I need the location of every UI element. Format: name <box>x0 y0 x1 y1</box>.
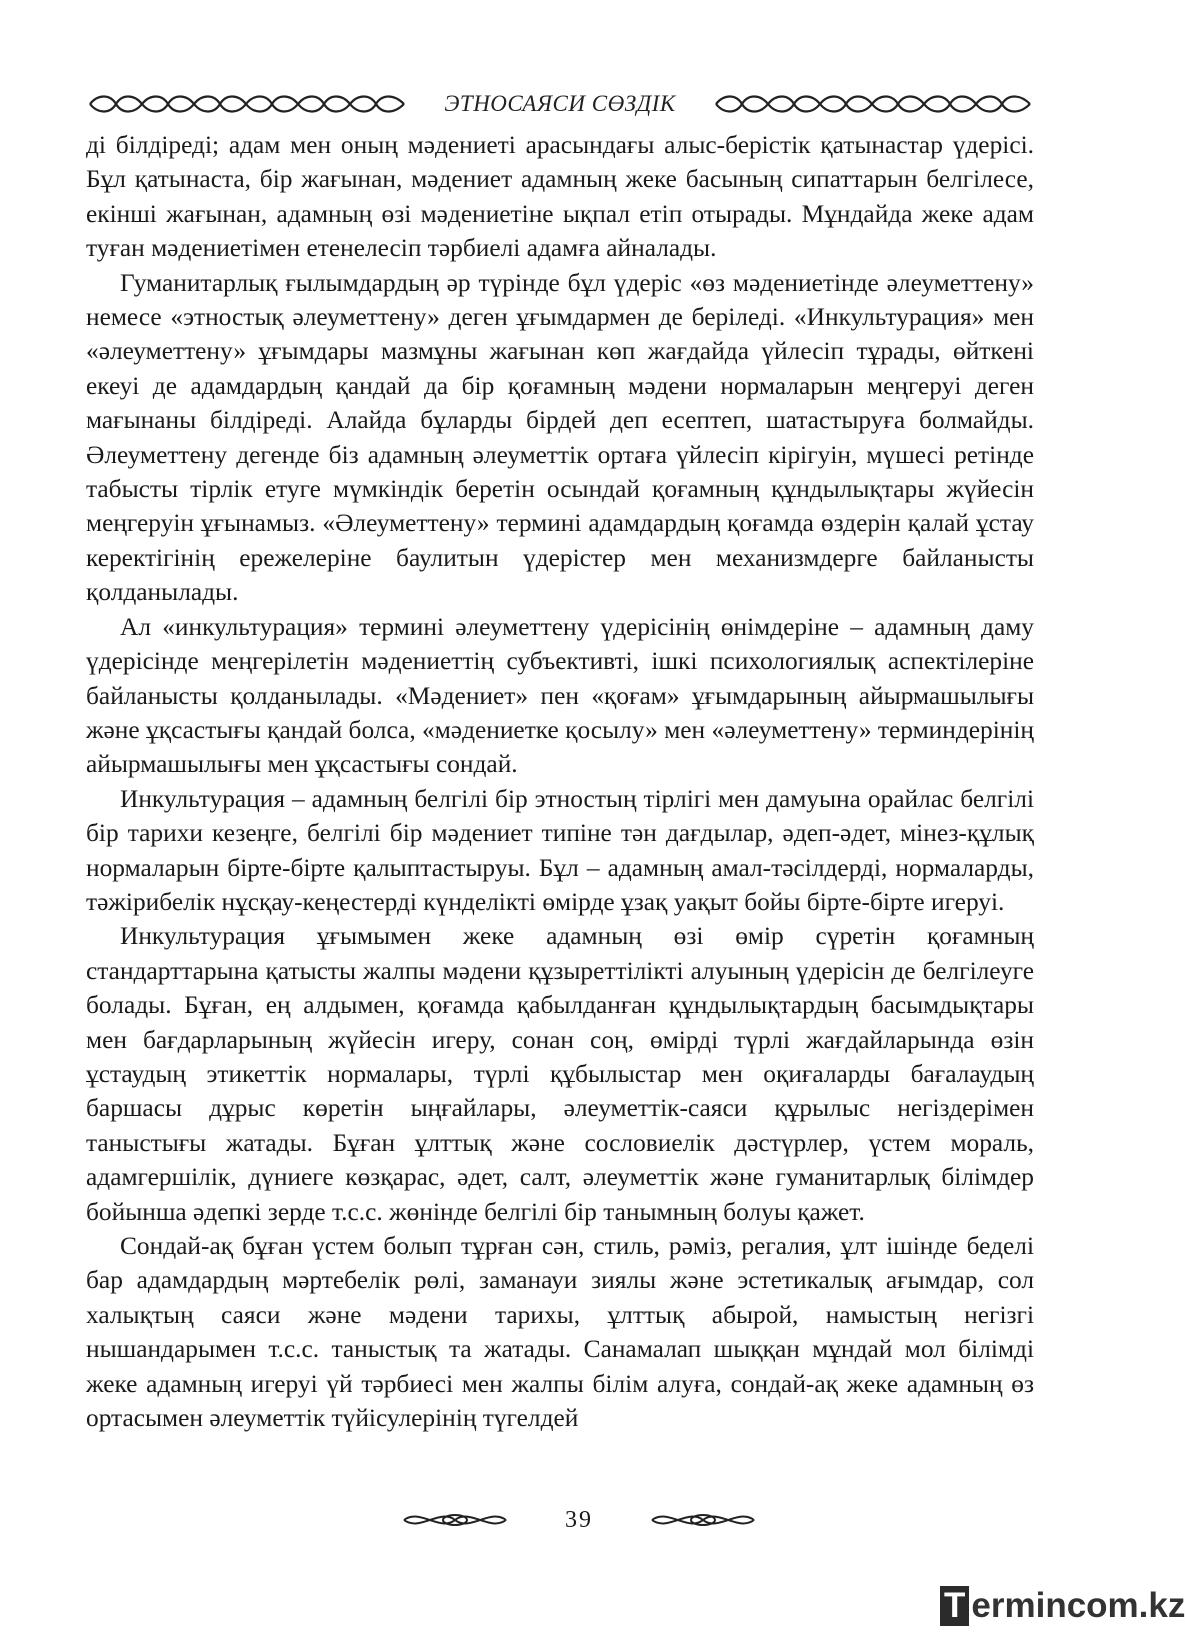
flourish-left-icon <box>400 1506 510 1534</box>
ornament-right-icon <box>712 93 1034 115</box>
flourish-right-icon <box>648 1506 758 1534</box>
watermark-logo <box>940 1584 1185 1628</box>
paragraph: Гуманитарлық ғылымдардың әр түрінде бұл үдеріс «өз мәдениетінде әлеуметтену» немесе «этностық әлеуметтену» деген ұғымдармен де беріледі. «Инкультурация» мен «әлеуметтену» ұғымдары мазмұны жағынан көп жағдайда үйлесіп тұрады, өйткені екеуі де адамдардың қандай да бір қоғамның мәдени нормаларын меңгеруі деген мағынаны білдіреді. Алайда бұларды бірдей деп есептеп, шатастыруға болмайды. Әлеуметтену дегенде біз адамның әлеуметтік ортаға үйлесіп кірігуін, мүшесі ретінде табысты тірлік етуге мүмкіндік беретін осындай қоғамның құндылықтары жүйесін меңгеруін ұғынамыз. «Әлеуметтену» термині адамдардың қоғамда өздерін қалай ұстау керектігінің ережелеріне баулитын үдерістер мен механизмдерге байланысты қолданылады. <box>86 268 1034 607</box>
paragraph: Сондай-ақ бұған үстем болып тұрған сән, стиль, рәміз, регалия, ұлт ішінде беделі бар адамдардың мәртебелік рөлі, заманауи зиялы және эстетикалық ағымдар, сол халықтың саяси және мәдени тарихы, ұлттық абырой, намыстың негізгі нышандарымен т.с.с. таныстық та жатады. Санамалап шыққан мұндай мол білімді жеке адамның игеруі үй тәрбиесі мен жалпы білім алуға, сондай-ақ жеке адамның өз ортасымен әлеуметтік түйісулерінің түгелдей <box>86 1232 1034 1433</box>
watermark-logo-mark: T <box>940 1586 969 1626</box>
ornament-left-icon <box>86 93 408 115</box>
page-footer <box>400 1500 758 1540</box>
page-header-title: ЭТНОСАЯСИ СӨЗДІК <box>444 91 676 116</box>
paragraph: ді білдіреді; адам мен оның мәдениеті арасындағы алыс-берістік қатынастар үдерісі. Бұл қатынаста, бір жағынан, мәдениет адамның жеке басының сипаттарын белгілесе, екінші жағынан, адамның өзі мәдениетіне ықпал етіп отырады. Мұндайда жеке адам туған мәдениетімен етенелесіп тәрбиелі адамға айналады. <box>86 131 1034 263</box>
page-number: 39 <box>565 1506 593 1533</box>
paragraph: Инкультурация – адамның белгілі бір этностың тірлігі мен дамуына орайлас белгілі бір тарихи кезеңге, белгілі бір мәдениет типіне тән дағдылар, әдеп-әдет, мінез-құлық нормаларын бірте-бірте қалыптастыруы. Бұл – адамның амал-тәсілдерді, нормаларды, тәжірибелік нұсқау-кеңестерді күнделікті өмірде ұзақ уақыт бойы бірте-бірте игеруі. <box>86 784 1034 916</box>
running-header <box>86 84 1034 124</box>
watermark-text: ermincom.kz <box>971 1586 1185 1625</box>
paragraph: Ал «инкультурация» термині әлеуметтену үдерісінің өнімдеріне – адамның даму үдерісінде меңгерілетін мәдениеттің субъективті, ішкі психологиялық аспектілеріне байланысты қолданылады. «Мәдениет» пен «қоғам» ұғымдарының айырмашылығы және ұқсастығы қандай болса, «мәдениетке қосылу» мен «әлеуметтену» терминдерінің айырмашылығы мен ұқсастығы сондай. <box>86 612 1034 779</box>
body-text <box>86 128 1034 1435</box>
paragraph: Инкультурация ұғымымен жеке адамның өзі өмір сүретін қоғамның стандарттарына қатысты жалпы мәдени құзыреттілікті алуының үдерісін де белгілеуге болады. Бұған, ең алдымен, қоғамда қабылданған құндылықтардың басымдықтары мен бағдарларының жүйесін игеру, сонан соң, өмірді түрлі жағдайларында өзін ұстаудың этикеттік нормалары, түрлі құбылыстар мен оқиғаларды бағалаудың баршасы дұрыс көретін ыңғайлары, әлеуметтік-саяси құрылыс негіздерімен таныстығы жатады. Бұған ұлттық және сословиелік дәстүрлер, үстем мораль, адамгершілік, дүниеге көзқарас, әдет, салт, әлеуметтік және гуманитарлық білімдер бойынша әдепкі зерде т.с.с. жөнінде белгілі бір танымның болуы қажет. <box>86 922 1034 1226</box>
